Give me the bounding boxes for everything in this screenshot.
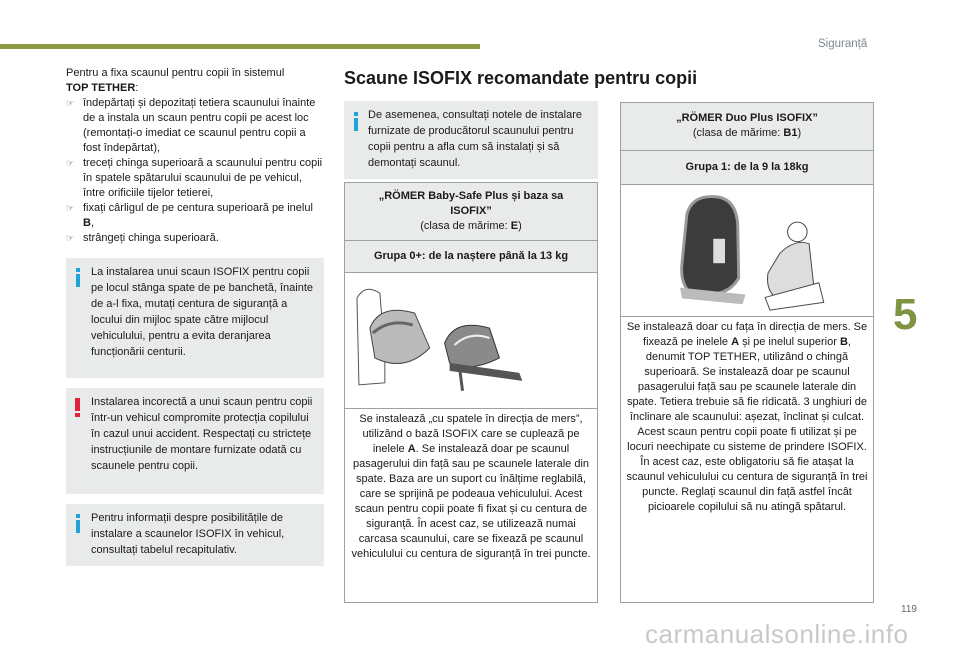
chapter-number: 5 <box>893 290 918 339</box>
seat-illustration <box>345 273 597 409</box>
note-text: La instalarea unui scaun ISOFIX pentru copii pe locul stânga spate de pe banchetă, înainte de a-l fixa, mutați centura de siguranță a locului din mijloc spate către mijlocul vehiculului, pentru a evita deranjarea funcționării centurii. <box>91 266 314 358</box>
top-tether-instructions <box>66 66 324 246</box>
info-note <box>344 101 598 179</box>
seat-description: Se instalează doar cu fața în direcția de mers. Se fixează pe inelele A și pe inelul superior B, denumit TOP TETHER, utilizând o chingă superioară. Se instalează doar pe scaunul pasagerului față sau pe scaunele laterale din spate. Tetiera trebuie să fie ridicată. 3 unghiuri de înclinare ale scaunului: așezat, înclinat și culcat. Acest scaun pentru copii poate fi utilizat și pe locuri neechipate cu sisteme de prindere ISOFIX. În acest caz, este obligatoriu să fie atașat la scaunul vehiculului cu centura de siguranță în trei puncte. Reglați scaunul din față astfel încât picioarele copilului să nu atingă spătarul. <box>626 321 868 513</box>
pointing-hand-icon: ☞ <box>66 158 75 168</box>
step-item: ☞ îndepărtați și depozitați tetiera scaunului înainte de a instala un scaun pentru copii pe acest loc (remontați-o imediat ce scaunul pentru copii a fost îndepărtat), <box>66 97 316 154</box>
seat-header: „RÖMER Baby-Safe Plus și baza sa ISOFIX” (clasa de mărime: E) <box>345 183 597 241</box>
note-text: Instalarea incorectă a unui scaun pentru copii într-un vehicul compromite protecția copilului în cazul unui accident. Respectați cu strictețe instrucțiunile de montare furnizate odată cu scaunele pentru copii. <box>91 396 313 472</box>
step-item: ☞ fixați cârligul de pe centura superioară pe inelul B, <box>66 202 313 229</box>
seat-card-baby-safe <box>344 182 598 603</box>
pointing-hand-icon: ☞ <box>66 203 75 213</box>
seat-header: „RÖMER Duo Plus ISOFIX” (clasa de mărime: B1) <box>621 103 873 151</box>
info-note <box>66 504 324 566</box>
info-icon <box>76 514 80 533</box>
step-item: ☞ treceți chinga superioară a scaunului pentru copii în spatele spătarului scaunului de pe vehicul, între orificiile tijelor tetierei, <box>66 157 323 199</box>
warning-note <box>66 388 324 494</box>
pointing-hand-icon: ☞ <box>66 98 75 108</box>
info-icon <box>354 112 358 131</box>
left-column <box>66 66 324 566</box>
child-seat-image <box>621 185 873 316</box>
header-accent-bar <box>0 44 480 49</box>
seat-description: Se instalează „cu spatele în direcția de mers”, utilizând o bază ISOFIX care se cuplează pe inelele A. Se instalează doar pe scaunul pasagerului din față sau pe scaunele laterale din spate. Baza are un suport cu înălțime reglabilă, care se sprijină pe podeaua vehiculului. Acest scaun pentru copii poate fi fixat și cu centura de siguranță. În acest caz, se utilizează numai carcasa scaunului, care se fixează pe scaunul vehiculului cu centura de siguranță în trei puncte. <box>351 413 591 560</box>
seat-illustration <box>621 185 873 317</box>
page-title: Scaune ISOFIX recomandate pentru copii <box>344 68 698 88</box>
section-title: Siguranță <box>818 38 868 50</box>
seat-group: Grupa 1: de la 9 la 18kg <box>621 151 873 185</box>
warning-icon <box>75 398 80 417</box>
baby-seat-image <box>345 273 597 408</box>
note-text: De asemenea, consultați notele de instalare furnizate de producătorul scaunului pentru copii pentru a afla cum să instalați și să demontați scaunul. <box>368 109 583 169</box>
info-icon <box>76 268 80 287</box>
intro-lead: Pentru a fixa scaunul pentru copii în sistemul TOP TETHER: <box>66 67 285 94</box>
pointing-hand-icon: ☞ <box>66 233 75 243</box>
seat-group: Grupa 0+: de la naștere până la 13 kg <box>345 241 597 273</box>
step-item: ☞ strângeți chinga superioară. <box>66 232 219 244</box>
note-text: Pentru informații despre posibilitățile de instalare a scaunelor ISOFIX în vehicul, consultați tabelul recapitulativ. <box>91 512 285 556</box>
seat-card-duo-plus <box>620 102 874 603</box>
seat-name: „RÖMER Baby-Safe Plus și baza sa ISOFIX” <box>378 190 564 217</box>
page-number: 119 <box>901 604 917 615</box>
info-note <box>66 258 324 378</box>
watermark: carmanualsonline.info <box>645 619 909 649</box>
seat-name: „RÖMER Duo Plus ISOFIX” <box>676 112 818 124</box>
